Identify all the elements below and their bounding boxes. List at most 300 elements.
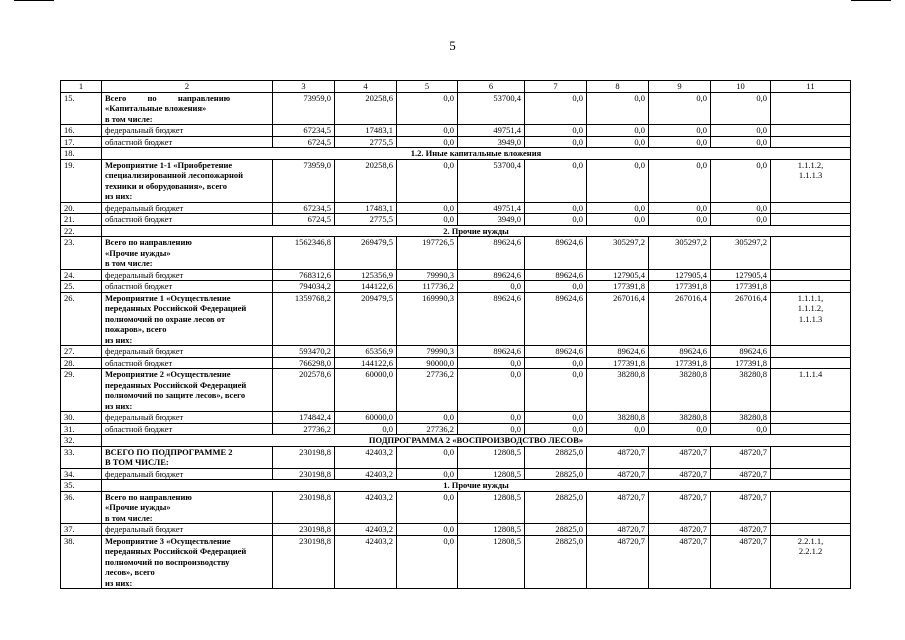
table-row bbox=[61, 214, 851, 226]
value-cell-col-4: 42403,2 bbox=[335, 491, 397, 524]
table-row bbox=[61, 281, 851, 293]
value-cell-col-8: 0,0 bbox=[587, 136, 649, 148]
value-cell-col-8: 48720,7 bbox=[587, 524, 649, 536]
value-cell-col-10: 305297,2 bbox=[711, 237, 771, 270]
value-cell-col-3: 27736,2 bbox=[273, 423, 335, 435]
budget-table bbox=[60, 80, 851, 589]
value-cell-col-9: 48720,7 bbox=[649, 524, 711, 536]
table-row bbox=[61, 468, 851, 480]
section-row bbox=[61, 435, 851, 447]
table-row bbox=[61, 423, 851, 435]
description-line: «Капитальные вложения» bbox=[105, 103, 207, 113]
row-description bbox=[102, 92, 273, 125]
indicator-ref bbox=[771, 357, 851, 369]
value-cell-col-5: 0,0 bbox=[397, 524, 458, 536]
value-cell-col-4: 209479,5 bbox=[335, 292, 397, 346]
table-row bbox=[61, 357, 851, 369]
indicator-ref bbox=[771, 214, 851, 226]
value-cell-col-6: 53700,4 bbox=[458, 159, 525, 202]
table-row bbox=[61, 346, 851, 358]
value-cell-col-8: 38280,8 bbox=[587, 412, 649, 424]
value-cell-col-4: 17483,1 bbox=[335, 202, 397, 214]
value-cell-col-3: 794034,2 bbox=[273, 281, 335, 293]
description-line: Всего по направлению bbox=[105, 92, 231, 103]
value-cell-col-3: 230198,8 bbox=[273, 491, 335, 524]
value-cell-col-8: 38280,8 bbox=[587, 369, 649, 412]
value-cell-col-7: 89624,6 bbox=[525, 269, 587, 281]
value-cell-col-3: 768312,6 bbox=[273, 269, 335, 281]
value-cell-col-6: 49751,4 bbox=[458, 125, 525, 137]
value-cell-col-4: 125356,9 bbox=[335, 269, 397, 281]
indicator-ref: 2.2.1.1, 2.2.1.2 bbox=[771, 535, 851, 589]
value-cell-col-8: 48720,7 bbox=[587, 491, 649, 524]
table-row bbox=[61, 92, 851, 125]
description-line: пожаров», всего bbox=[105, 324, 167, 334]
section-row bbox=[61, 225, 851, 237]
value-cell-col-3: 230198,8 bbox=[273, 524, 335, 536]
col-header-7: 7 bbox=[525, 81, 587, 93]
value-cell-col-4: 42403,2 bbox=[335, 468, 397, 480]
value-cell-col-9: 0,0 bbox=[649, 159, 711, 202]
value-cell-col-4: 20258,6 bbox=[335, 92, 397, 125]
value-cell-col-8: 177391,8 bbox=[587, 357, 649, 369]
value-cell-col-6: 12808,5 bbox=[458, 524, 525, 536]
value-cell-col-6: 12808,5 bbox=[458, 446, 525, 468]
description-line: переданных Российской Федерацией bbox=[105, 546, 247, 556]
value-cell-col-7: 0,0 bbox=[525, 357, 587, 369]
description-line: Всего по направлению bbox=[105, 491, 192, 502]
row-number: 32. bbox=[61, 435, 102, 447]
value-cell-col-4: 60000,0 bbox=[335, 369, 397, 412]
indicator-ref bbox=[771, 423, 851, 435]
description-line: Мероприятие 1 «Осуществление bbox=[105, 292, 231, 303]
value-cell-col-6: 89624,6 bbox=[458, 346, 525, 358]
row-number: 25. bbox=[61, 281, 102, 293]
value-cell-col-10: 48720,7 bbox=[711, 535, 771, 589]
value-cell-col-5: 0,0 bbox=[397, 446, 458, 468]
value-cell-col-10: 0,0 bbox=[711, 136, 771, 148]
description-line: федеральный бюджет bbox=[105, 269, 184, 280]
value-cell-col-5: 0,0 bbox=[397, 159, 458, 202]
value-cell-col-6: 3949,0 bbox=[458, 136, 525, 148]
value-cell-col-8: 0,0 bbox=[587, 202, 649, 214]
indicator-ref bbox=[771, 136, 851, 148]
description-line: ВСЕГО ПО ПОДПРОГРАММЕ 2 bbox=[105, 446, 233, 457]
row-number: 24. bbox=[61, 269, 102, 281]
value-cell-col-10: 177391,8 bbox=[711, 281, 771, 293]
col-header-8: 8 bbox=[587, 81, 649, 93]
row-number: 34. bbox=[61, 468, 102, 480]
row-description bbox=[102, 446, 273, 468]
value-cell-col-9: 0,0 bbox=[649, 202, 711, 214]
value-cell-col-7: 0,0 bbox=[525, 92, 587, 125]
row-number: 38. bbox=[61, 535, 102, 589]
value-cell-col-5: 0,0 bbox=[397, 136, 458, 148]
description-line: лесов», всего bbox=[105, 567, 155, 577]
value-cell-col-4: 42403,2 bbox=[335, 535, 397, 589]
value-cell-col-10: 48720,7 bbox=[711, 491, 771, 524]
value-cell-col-6: 12808,5 bbox=[458, 468, 525, 480]
value-cell-col-6: 3949,0 bbox=[458, 214, 525, 226]
value-cell-col-8: 0,0 bbox=[587, 214, 649, 226]
value-cell-col-5: 27736,2 bbox=[397, 369, 458, 412]
row-description bbox=[102, 346, 273, 358]
value-cell-col-3: 67234,5 bbox=[273, 125, 335, 137]
row-number: 17. bbox=[61, 136, 102, 148]
value-cell-col-7: 0,0 bbox=[525, 136, 587, 148]
row-number: 29. bbox=[61, 369, 102, 412]
page-number: 5 bbox=[449, 38, 456, 53]
description-line: федеральный бюджет bbox=[105, 412, 184, 422]
value-cell-col-3: 73959,0 bbox=[273, 92, 335, 125]
row-number: 18. bbox=[61, 148, 102, 160]
value-cell-col-7: 0,0 bbox=[525, 412, 587, 424]
value-cell-col-5: 0,0 bbox=[397, 491, 458, 524]
value-cell-col-3: 230198,8 bbox=[273, 535, 335, 589]
section-title: 1. Прочие нужды bbox=[102, 480, 851, 492]
value-cell-col-7: 89624,6 bbox=[525, 292, 587, 346]
value-cell-col-5: 27736,2 bbox=[397, 423, 458, 435]
value-cell-col-9: 267016,4 bbox=[649, 292, 711, 346]
col-header-9: 9 bbox=[649, 81, 711, 93]
indicator-ref bbox=[771, 125, 851, 137]
row-description bbox=[102, 357, 273, 369]
description-line: «Прочие нужды» bbox=[105, 502, 171, 512]
description-line: федеральный бюджет bbox=[105, 468, 184, 479]
table-row bbox=[61, 136, 851, 148]
description-line: Мероприятие 3 «Осуществление bbox=[105, 535, 231, 546]
value-cell-col-10: 0,0 bbox=[711, 125, 771, 137]
value-cell-col-4: 65356,9 bbox=[335, 346, 397, 358]
value-cell-col-7: 0,0 bbox=[525, 214, 587, 226]
row-number: 31. bbox=[61, 423, 102, 435]
value-cell-col-5: 0,0 bbox=[397, 202, 458, 214]
col-header-4: 4 bbox=[335, 81, 397, 93]
value-cell-col-6: 12808,5 bbox=[458, 535, 525, 589]
row-description bbox=[102, 237, 273, 270]
value-cell-col-5: 0,0 bbox=[397, 214, 458, 226]
row-number: 21. bbox=[61, 214, 102, 226]
value-cell-col-10: 0,0 bbox=[711, 202, 771, 214]
value-cell-col-10: 0,0 bbox=[711, 214, 771, 226]
value-cell-col-8: 89624,6 bbox=[587, 346, 649, 358]
value-cell-col-3: 67234,5 bbox=[273, 202, 335, 214]
row-number: 33. bbox=[61, 446, 102, 468]
indicator-ref bbox=[771, 92, 851, 125]
value-cell-col-10: 48720,7 bbox=[711, 446, 771, 468]
col-header-2: 2 bbox=[102, 81, 273, 93]
indicator-ref bbox=[771, 412, 851, 424]
description-line: Мероприятие 2 «Осуществление bbox=[105, 369, 231, 379]
row-description bbox=[102, 412, 273, 424]
value-cell-col-8: 48720,7 bbox=[587, 446, 649, 468]
value-cell-col-10: 0,0 bbox=[711, 423, 771, 435]
row-number: 23. bbox=[61, 237, 102, 270]
value-cell-col-9: 0,0 bbox=[649, 214, 711, 226]
value-cell-col-4: 17483,1 bbox=[335, 125, 397, 137]
description-line: областной бюджет bbox=[105, 423, 173, 434]
value-cell-col-10: 89624,6 bbox=[711, 346, 771, 358]
value-cell-col-9: 0,0 bbox=[649, 423, 711, 435]
value-cell-col-7: 0,0 bbox=[525, 159, 587, 202]
value-cell-col-6: 0,0 bbox=[458, 357, 525, 369]
description-line: техники и оборудования», всего bbox=[105, 180, 228, 191]
value-cell-col-9: 0,0 bbox=[649, 136, 711, 148]
description-line: Мероприятие 1-1 «Приобретение bbox=[105, 159, 233, 170]
row-description bbox=[102, 535, 273, 589]
value-cell-col-3: 202578,6 bbox=[273, 369, 335, 412]
description-line: полномочий по воспроизводству bbox=[105, 556, 230, 567]
indicator-ref bbox=[771, 237, 851, 270]
value-cell-col-8: 177391,8 bbox=[587, 281, 649, 293]
value-cell-col-7: 28825,0 bbox=[525, 535, 587, 589]
table-row bbox=[61, 524, 851, 536]
row-number: 15. bbox=[61, 92, 102, 125]
description-line: полномочий по охране лесов от bbox=[105, 313, 226, 324]
table-row bbox=[61, 369, 851, 412]
col-header-3: 3 bbox=[273, 81, 335, 93]
value-cell-col-8: 0,0 bbox=[587, 423, 649, 435]
value-cell-col-9: 0,0 bbox=[649, 92, 711, 125]
description-line: специализированной лесопожарной bbox=[105, 170, 244, 180]
row-description bbox=[102, 468, 273, 480]
description-line: из них: bbox=[105, 577, 133, 588]
table-row bbox=[61, 159, 851, 202]
row-description bbox=[102, 159, 273, 202]
value-cell-col-9: 305297,2 bbox=[649, 237, 711, 270]
row-number: 27. bbox=[61, 346, 102, 358]
value-cell-col-8: 0,0 bbox=[587, 125, 649, 137]
description-line: областной бюджет bbox=[105, 214, 173, 224]
table-body bbox=[61, 81, 851, 589]
row-description bbox=[102, 125, 273, 137]
row-number: 28. bbox=[61, 357, 102, 369]
row-description bbox=[102, 292, 273, 346]
value-cell-col-7: 28825,0 bbox=[525, 491, 587, 524]
indicator-ref bbox=[771, 346, 851, 358]
value-cell-col-9: 48720,7 bbox=[649, 468, 711, 480]
col-header-5: 5 bbox=[397, 81, 458, 93]
description-line: полномочий по защите лесов», всего bbox=[105, 390, 246, 400]
table-row bbox=[61, 491, 851, 524]
value-cell-col-7: 0,0 bbox=[525, 281, 587, 293]
description-line: В ТОМ ЧИСЛЕ: bbox=[105, 457, 169, 467]
value-cell-col-9: 177391,8 bbox=[649, 357, 711, 369]
value-cell-col-8: 48720,7 bbox=[587, 535, 649, 589]
value-cell-col-9: 89624,6 bbox=[649, 346, 711, 358]
value-cell-col-3: 73959,0 bbox=[273, 159, 335, 202]
value-cell-col-4: 42403,2 bbox=[335, 446, 397, 468]
value-cell-col-7: 89624,6 bbox=[525, 237, 587, 270]
value-cell-col-5: 169990,3 bbox=[397, 292, 458, 346]
value-cell-col-10: 177391,8 bbox=[711, 357, 771, 369]
value-cell-col-6: 0,0 bbox=[458, 281, 525, 293]
value-cell-col-3: 174842,4 bbox=[273, 412, 335, 424]
table-row bbox=[61, 535, 851, 589]
col-header-10: 10 bbox=[711, 81, 771, 93]
row-number: 35. bbox=[61, 480, 102, 492]
description-line: «Прочие нужды» bbox=[105, 247, 171, 258]
value-cell-col-10: 38280,8 bbox=[711, 412, 771, 424]
value-cell-col-6: 89624,6 bbox=[458, 237, 525, 270]
table-row bbox=[61, 237, 851, 270]
value-cell-col-7: 28825,0 bbox=[525, 468, 587, 480]
value-cell-col-5: 197726,5 bbox=[397, 237, 458, 270]
value-cell-col-4: 144122,6 bbox=[335, 281, 397, 293]
description-line: федеральный бюджет bbox=[105, 524, 184, 534]
value-cell-col-4: 2775,5 bbox=[335, 136, 397, 148]
indicator-ref: 1.1.1.2, 1.1.1.3 bbox=[771, 159, 851, 202]
table-row bbox=[61, 202, 851, 214]
value-cell-col-8: 48720,7 bbox=[587, 468, 649, 480]
description-line: областной бюджет bbox=[105, 136, 173, 147]
crop-mark-left bbox=[14, 0, 54, 1]
value-cell-col-3: 230198,8 bbox=[273, 468, 335, 480]
column-number-row bbox=[61, 81, 851, 93]
row-number: 37. bbox=[61, 524, 102, 536]
row-description bbox=[102, 524, 273, 536]
value-cell-col-6: 0,0 bbox=[458, 423, 525, 435]
value-cell-col-8: 0,0 bbox=[587, 159, 649, 202]
section-row bbox=[61, 148, 851, 160]
description-line: областной бюджет bbox=[105, 281, 173, 291]
value-cell-col-4: 60000,0 bbox=[335, 412, 397, 424]
table-row bbox=[61, 125, 851, 137]
value-cell-col-10: 0,0 bbox=[711, 92, 771, 125]
value-cell-col-6: 53700,4 bbox=[458, 92, 525, 125]
description-line: переданных Российской Федерацией bbox=[105, 379, 247, 390]
table-row bbox=[61, 292, 851, 346]
value-cell-col-7: 28825,0 bbox=[525, 524, 587, 536]
row-description bbox=[102, 369, 273, 412]
value-cell-col-5: 79990,3 bbox=[397, 269, 458, 281]
value-cell-col-5: 90000,0 bbox=[397, 357, 458, 369]
value-cell-col-6: 0,0 bbox=[458, 412, 525, 424]
row-description bbox=[102, 214, 273, 226]
value-cell-col-3: 766298,0 bbox=[273, 357, 335, 369]
value-cell-col-9: 48720,7 bbox=[649, 491, 711, 524]
value-cell-col-3: 593470,2 bbox=[273, 346, 335, 358]
indicator-ref: 1.1.1.4 bbox=[771, 369, 851, 412]
description-line: федеральный бюджет bbox=[105, 346, 184, 356]
value-cell-col-10: 48720,7 bbox=[711, 524, 771, 536]
value-cell-col-9: 48720,7 bbox=[649, 446, 711, 468]
value-cell-col-10: 127905,4 bbox=[711, 269, 771, 281]
description-line: в том числе: bbox=[105, 113, 153, 124]
value-cell-col-10: 0,0 bbox=[711, 159, 771, 202]
table-row bbox=[61, 269, 851, 281]
value-cell-col-6: 12808,5 bbox=[458, 491, 525, 524]
value-cell-col-4: 0,0 bbox=[335, 423, 397, 435]
row-number: 16. bbox=[61, 125, 102, 137]
table-row bbox=[61, 412, 851, 424]
row-number: 19. bbox=[61, 159, 102, 202]
value-cell-col-3: 230198,8 bbox=[273, 446, 335, 468]
value-cell-col-4: 144122,6 bbox=[335, 357, 397, 369]
value-cell-col-8: 0,0 bbox=[587, 92, 649, 125]
value-cell-col-9: 38280,8 bbox=[649, 369, 711, 412]
row-description bbox=[102, 202, 273, 214]
indicator-ref bbox=[771, 468, 851, 480]
value-cell-col-7: 0,0 bbox=[525, 423, 587, 435]
row-number: 30. bbox=[61, 412, 102, 424]
value-cell-col-7: 0,0 bbox=[525, 369, 587, 412]
description-line: в том числе: bbox=[105, 512, 153, 523]
description-line: из них: bbox=[105, 334, 133, 345]
value-cell-col-6: 49751,4 bbox=[458, 202, 525, 214]
description-line: в том числе: bbox=[105, 258, 153, 268]
value-cell-col-6: 89624,6 bbox=[458, 292, 525, 346]
value-cell-col-5: 79990,3 bbox=[397, 346, 458, 358]
value-cell-col-4: 20258,6 bbox=[335, 159, 397, 202]
table-row bbox=[61, 446, 851, 468]
value-cell-col-3: 6724,5 bbox=[273, 214, 335, 226]
row-description bbox=[102, 423, 273, 435]
section-row bbox=[61, 480, 851, 492]
value-cell-col-5: 117736,2 bbox=[397, 281, 458, 293]
indicator-ref bbox=[771, 524, 851, 536]
value-cell-col-9: 38280,8 bbox=[649, 412, 711, 424]
value-cell-col-5: 0,0 bbox=[397, 412, 458, 424]
row-description bbox=[102, 269, 273, 281]
value-cell-col-5: 0,0 bbox=[397, 468, 458, 480]
indicator-ref bbox=[771, 202, 851, 214]
value-cell-col-4: 42403,2 bbox=[335, 524, 397, 536]
value-cell-col-4: 269479,5 bbox=[335, 237, 397, 270]
indicator-ref bbox=[771, 281, 851, 293]
section-title: ПОДПРОГРАММА 2 «ВОСПРОИЗВОДСТВО ЛЕСОВ» bbox=[102, 435, 851, 447]
indicator-ref bbox=[771, 269, 851, 281]
value-cell-col-6: 0,0 bbox=[458, 369, 525, 412]
row-number: 36. bbox=[61, 491, 102, 524]
value-cell-col-5: 0,0 bbox=[397, 92, 458, 125]
row-description bbox=[102, 136, 273, 148]
description-line: федеральный бюджет bbox=[105, 125, 184, 135]
row-description bbox=[102, 281, 273, 293]
value-cell-col-3: 1359768,2 bbox=[273, 292, 335, 346]
description-line: федеральный бюджет bbox=[105, 202, 184, 213]
section-title: 2. Прочие нужды bbox=[102, 225, 851, 237]
value-cell-col-3: 1562346,8 bbox=[273, 237, 335, 270]
value-cell-col-10: 48720,7 bbox=[711, 468, 771, 480]
value-cell-col-7: 28825,0 bbox=[525, 446, 587, 468]
value-cell-col-7: 0,0 bbox=[525, 125, 587, 137]
section-title: 1.2. Иные капитальные вложения bbox=[102, 148, 851, 160]
description-line: из них: bbox=[105, 191, 133, 201]
col-header-1: 1 bbox=[61, 81, 102, 93]
crop-mark-right bbox=[851, 0, 891, 1]
indicator-ref bbox=[771, 446, 851, 468]
value-cell-col-9: 177391,8 bbox=[649, 281, 711, 293]
description-line: Всего по направлению bbox=[105, 237, 192, 247]
value-cell-col-9: 127905,4 bbox=[649, 269, 711, 281]
value-cell-col-8: 267016,4 bbox=[587, 292, 649, 346]
row-number: 20. bbox=[61, 202, 102, 214]
row-number: 22. bbox=[61, 225, 102, 237]
col-header-11: 11 bbox=[771, 81, 851, 93]
indicator-ref: 1.1.1.1, 1.1.1.2, 1.1.1.3 bbox=[771, 292, 851, 346]
value-cell-col-8: 127905,4 bbox=[587, 269, 649, 281]
row-description bbox=[102, 491, 273, 524]
indicator-ref bbox=[771, 491, 851, 524]
description-line: из них: bbox=[105, 400, 133, 411]
value-cell-col-9: 0,0 bbox=[649, 125, 711, 137]
value-cell-col-9: 48720,7 bbox=[649, 535, 711, 589]
value-cell-col-7: 0,0 bbox=[525, 202, 587, 214]
value-cell-col-5: 0,0 bbox=[397, 125, 458, 137]
value-cell-col-10: 267016,4 bbox=[711, 292, 771, 346]
col-header-6: 6 bbox=[458, 81, 525, 93]
